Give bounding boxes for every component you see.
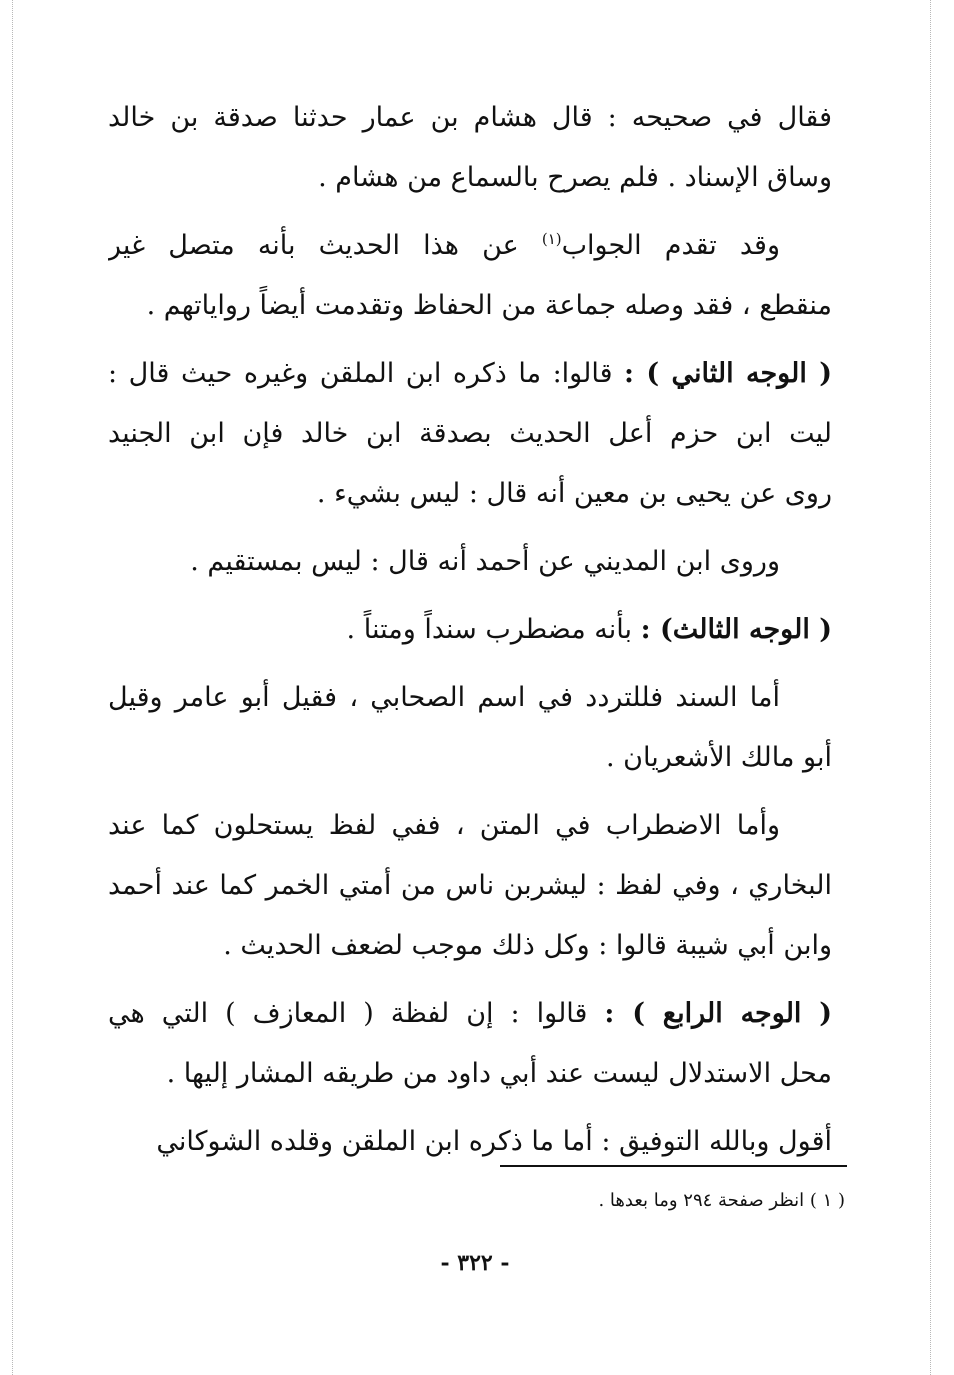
text-line: أما السند فللتردد في اسم الصحابي ، فقيل أبو عامر وقيل: [108, 682, 780, 713]
paragraph: [108, 216, 832, 336]
text-line: وابن أبي شيبة قالوا : وكل ذلك موجب لضعف الحديث .: [223, 930, 832, 961]
footnote-reference: (١): [541, 230, 562, 248]
page-number: - ٣٢٢ -: [440, 1250, 510, 1276]
paragraph: [108, 532, 832, 592]
text-line: [108, 344, 832, 404]
paragraph: [108, 88, 832, 208]
section-heading: ( الوجه الثاني ) :: [624, 358, 832, 389]
text-line: روى عن يحيى بن معين أنه قال : ليس بشيء .: [316, 478, 832, 509]
section-heading: ( الوجه الرابع ) :: [604, 998, 832, 1029]
text-line: [108, 216, 832, 276]
paragraph: [108, 668, 832, 788]
text-line: وروى ابن المديني عن أحمد أنه قال : ليس بمستقيم .: [190, 546, 780, 577]
text-line: [108, 984, 832, 1044]
text-line: أقول وبالله التوفيق : أما ما ذكره ابن الملقن وقلده الشوكاني: [156, 1126, 832, 1157]
text-line: وساق الإسناد . فلم يصرح بالسماع من هشام .: [318, 162, 832, 193]
text-line: ليت ابن حزم أعل الحديث بصدقة ابن خالد فإن ابن الجنيد: [108, 418, 832, 449]
text-line: محل الاستدلال ليست عند أبي داود من طريقه المشار إليها .: [166, 1058, 832, 1089]
text-fragment: بأنه مضطرب سنداً ومتناً .: [346, 614, 641, 645]
text-line: فقال في صحيحه : قال هشام بن عمار حدثنا صدقة بن خالد: [108, 102, 832, 133]
paragraph: [108, 344, 832, 524]
page-edge-right: [930, 0, 931, 1375]
text-fragment: وقد تقدم الجواب: [561, 230, 781, 261]
main-text: [108, 88, 832, 1172]
page-edge-left: [12, 0, 13, 1375]
paragraph: [108, 984, 832, 1104]
text-fragment: قالوا: ما ذكره ابن الملقن وغيره حيث قال :: [108, 358, 625, 389]
footnote-divider: [500, 1165, 847, 1167]
text-line: وأما الاضطراب في المتن ، ففي لفظ يستحلون كما عند: [108, 810, 780, 841]
text-line: البخاري ، وفي لفظ : ليشربن ناس من أمتي الخمر كما عند أحمد: [108, 870, 832, 901]
paragraph: [108, 600, 832, 660]
text-line: أبو مالك الأشعريان .: [606, 742, 832, 773]
text-fragment: عن هذا الحديث بأنه متصل غير: [108, 230, 542, 261]
section-heading: ( الوجه الثالث) :: [640, 614, 832, 645]
text-fragment: قالوا : إن لفظة ( المعازف ) التي هي: [108, 998, 605, 1029]
paragraph: [108, 1112, 832, 1172]
text-line: منقطع ، فقد وصله جماعة من الحفاظ وتقدمت أيضاً رواياتهم .: [146, 290, 832, 321]
paragraph: [108, 796, 832, 976]
text-line: [108, 600, 832, 660]
footnote: ( ١ ) انظر صفحة ٢٩٤ وما بعدها .: [598, 1190, 845, 1211]
